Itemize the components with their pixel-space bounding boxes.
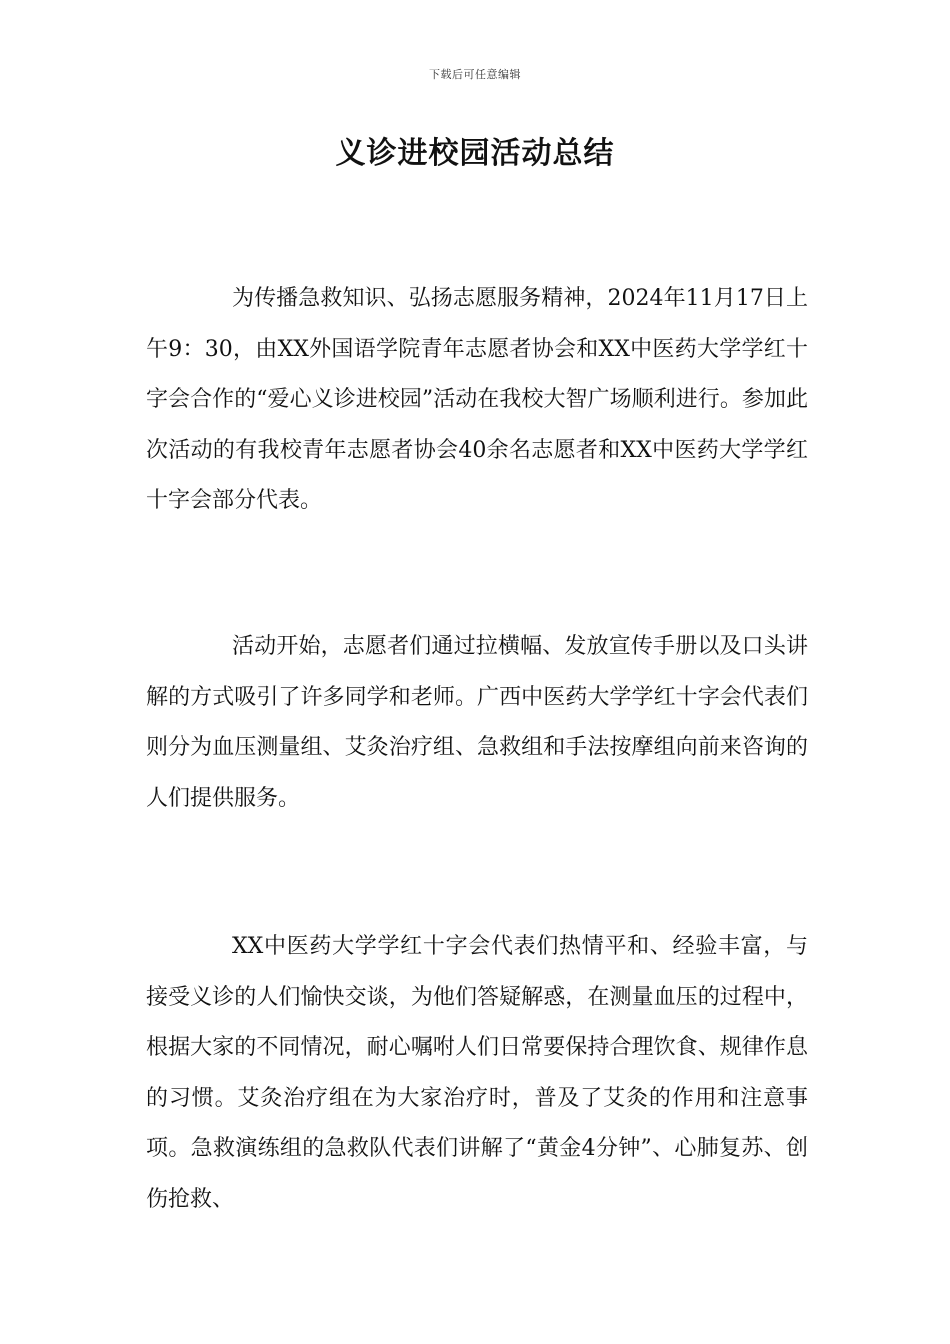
paragraph-1: 为传播急救知识、弘扬志愿服务精神，2024年11月17日上午9：30，由XX外国语学院青年志愿者协会和XX中医药大学学红十字会合作的“爱心义诊进校园”活动在我校大智广场顺利进行。参加此次活动的有我校青年志愿者协会40余名志愿者和XX中医药大学学红十字会部分代表。 <box>146 286 808 513</box>
paragraph-2: 活动开始，志愿者们通过拉横幅、发放宣传手册以及口头讲解的方式吸引了许多同学和老师。广西中医药大学学红十字会代表们则分为血压测量组、艾灸治疗组、急救组和手法按摩组向前来咨询的人们提供服务。 <box>146 634 808 811</box>
header-note: 下载后可任意编辑 <box>429 68 521 81</box>
paragraph-3: XX中医药大学学红十字会代表们热情平和、经验丰富，与接受义诊的人们愉快交谈，为他们答疑解惑，在测量血压的过程中，根据大家的不同情况，耐心嘱咐人们日常要保持合理饮食、规律作息的习惯。艾灸治疗组在为大家治疗时，普及了艾灸的作用和注意事项。急救演练组的急救队代表们讲解了“黄金4分钟”、心肺复苏、创伤抢救、 <box>146 934 808 1212</box>
document-title: 义诊进校园活动总结 <box>335 136 615 171</box>
